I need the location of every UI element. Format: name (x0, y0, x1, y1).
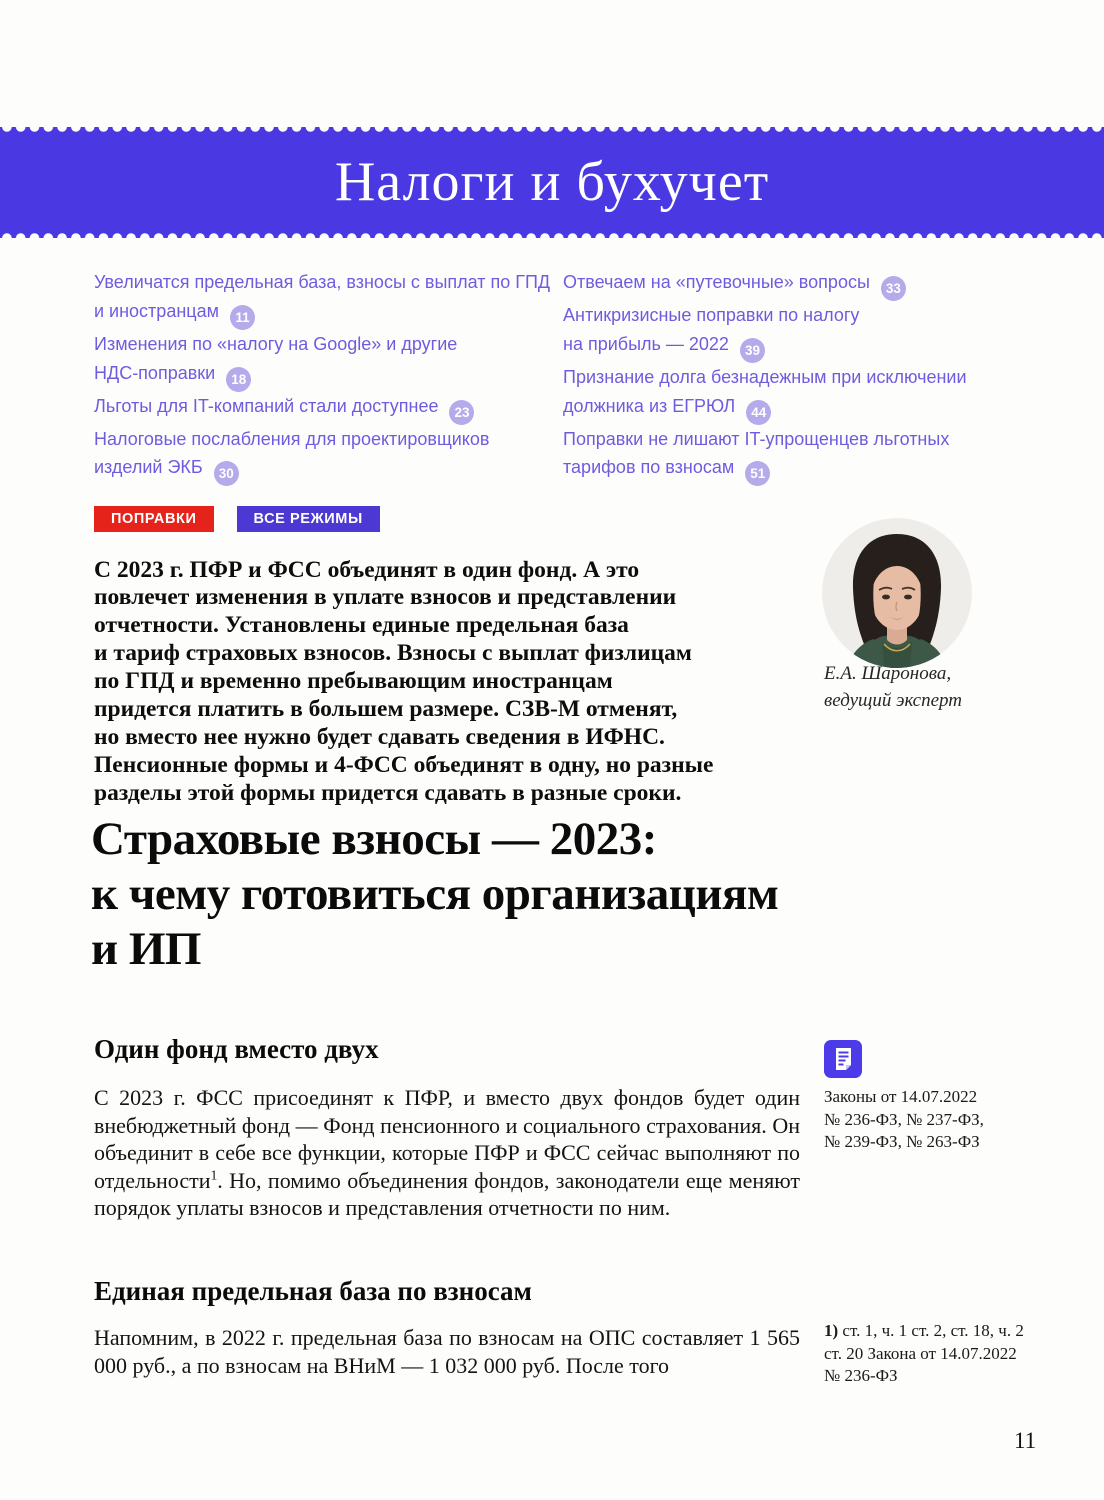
toc-item[interactable]: Отвечаем на «путевочные» вопросы 33 (563, 268, 1003, 301)
author-role: ведущий эксперт (824, 690, 962, 711)
rubric-badge[interactable]: ПОПРАВКИ (94, 506, 214, 532)
toc-column-right (563, 268, 1003, 486)
toc-item[interactable]: Признание долга безнадежным при исключении должника из ЕГРЮЛ 44 (563, 363, 1003, 425)
page-number-badge[interactable]: 23 (449, 400, 474, 425)
toc-item[interactable]: Налоговые послабления для проектировщиков изделий ЭКБ 30 (94, 425, 563, 487)
rubric-badge[interactable]: ВСЕ РЕЖИМЫ (237, 506, 380, 532)
author-name: Е.А. Шаронова, (824, 663, 952, 684)
page-number-badge[interactable]: 44 (746, 400, 771, 425)
section-title: Налоги и бухучет (334, 151, 770, 213)
toc-item[interactable]: Льготы для IT-компаний стали доступнее 23 (94, 392, 563, 425)
footnote-1[interactable] (824, 1320, 1029, 1388)
page-number-badge[interactable]: 18 (226, 367, 251, 392)
author-caption (824, 660, 1054, 714)
toc-column-left (94, 268, 563, 486)
footnote-marker: 1) (824, 1321, 839, 1340)
page-number-badge[interactable]: 30 (214, 461, 239, 486)
page-number-badge[interactable]: 11 (230, 305, 255, 330)
body-paragraph-1 (94, 1084, 800, 1222)
section-header-band (0, 127, 1104, 238)
author-photo (822, 518, 972, 668)
footnote-reference[interactable]: 1 (210, 1167, 218, 1183)
table-of-contents (94, 268, 1024, 486)
document-icon (824, 1040, 862, 1078)
section-heading-one-fund: Один фонд вместо двух (94, 1034, 379, 1064)
author-portrait-illustration (822, 518, 972, 668)
toc-item[interactable]: Поправки не лишают IT-упрощенцев льготных тарифов по взносам 51 (563, 425, 1003, 487)
toc-item[interactable]: Изменения по «налогу на Google» и другие НДС-поправки 18 (94, 330, 563, 392)
lead-paragraph: С 2023 г. ПФР и ФСС объединят в один фонд. А это повлечет изменения в уплате взносов и представлении отчетности. Установлены единые предельная база и тариф страховых взносов. Взносы с выплат физлицам по ГПД и временно пребывающим иностранцам придется платить в большем размере. СЗВ-М отменят, но вместо нее нужно будет сдавать сведения в ИФНС. Пенсионные формы и 4-ФСС объединят в одну, но разные разделы этой формы придется сдавать в разные сроки. (94, 556, 714, 806)
law-reference[interactable]: Законы от 14.07.2022 № 236-ФЗ, № 237-ФЗ, № 239-ФЗ, № 263-ФЗ (824, 1087, 984, 1151)
paragraph-text: . Но, помимо объединения фондов, законодатели еще меняют порядок уплаты взносов и представления отчетности по ним. (94, 1167, 800, 1221)
page-number: 11 (1014, 1428, 1037, 1453)
paragraph-text: С 2023 г. ФСС присоединят к ПФР, и вместо двух фондов будет один внебюджетный фонд — Фонд пенсионного и социального страхования. Он объединит в себе все функции, которые ПФР и ФСС сейчас выполняют по отдельности (94, 1085, 800, 1193)
page-number-badge[interactable]: 39 (740, 338, 765, 363)
toc-item[interactable]: Антикризисные поправки по налогу на прибыль — 2022 39 (563, 301, 1003, 363)
body-paragraph-2: Напомним, в 2022 г. предельная база по взносам на ОПС составляет 1 565 000 руб., а по взносам на ВНиМ — 1 032 000 руб. После того (94, 1325, 800, 1378)
page-number-badge[interactable]: 51 (745, 461, 770, 486)
section-heading-unified-base: Единая предельная база по взносам (94, 1276, 532, 1306)
toc-item[interactable]: Увеличатся предельная база, взносы с выплат по ГПД и иностранцам 11 (94, 268, 563, 330)
article-headline: Страховые взносы — 2023: к чему готовиться организациям и ИП (91, 813, 779, 975)
rubric-badges (94, 506, 380, 532)
page-number-badge[interactable]: 33 (881, 276, 906, 301)
footnote-text: ст. 1, ч. 1 ст. 2, ст. 18, ч. 2 ст. 20 Закона от 14.07.2022 № 236-ФЗ (824, 1321, 1024, 1385)
